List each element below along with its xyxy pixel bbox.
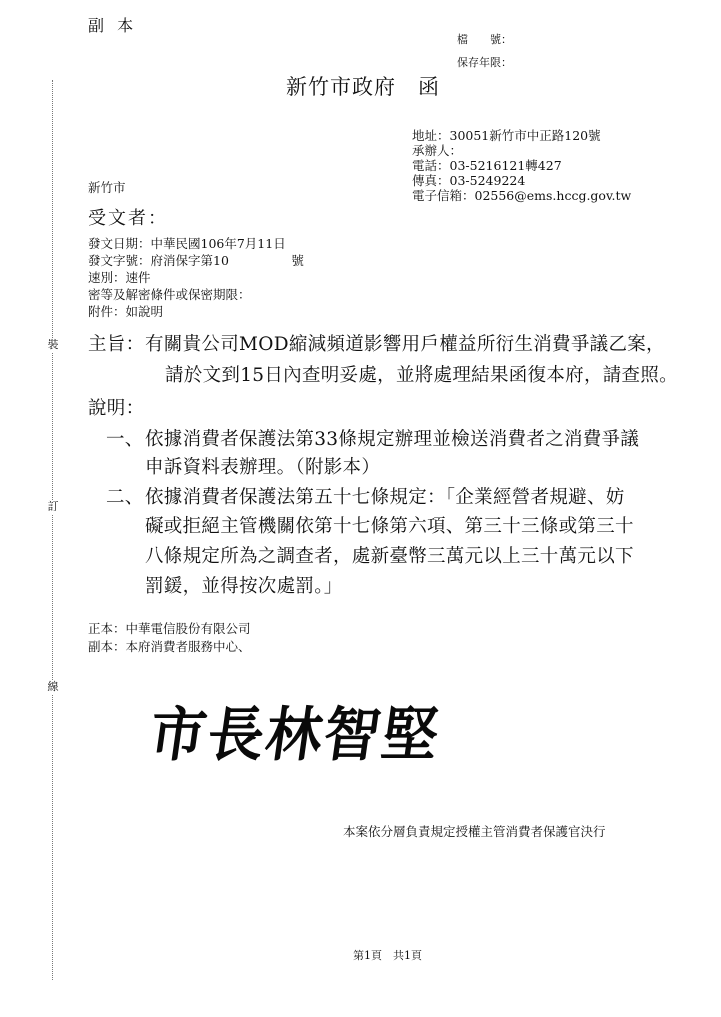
- item-line: 礙或拒絕主管機關依第十七條第六項、第三十三條或第三十: [145, 516, 634, 537]
- binding-char-line: 線: [47, 680, 59, 693]
- sender-address: 地址：30051新竹市中正路120號: [412, 128, 601, 143]
- explanation-label: 說明：: [88, 398, 145, 419]
- subject-label: 主旨：: [88, 334, 145, 355]
- subject-line-2: 請於文到15日內查明妥處，並將處理結果函復本府，請查照。: [165, 365, 678, 386]
- page-title: 新竹市政府 函: [286, 75, 440, 99]
- recipient-city: 新竹市: [88, 180, 126, 195]
- item-number: 二、: [106, 487, 144, 508]
- delegation-note: 本案依分層負責規定授權主管消費者保護官決行: [343, 824, 606, 839]
- retention-period-label: 保存年限：: [457, 56, 512, 69]
- binding-char-staple: 訂: [47, 500, 59, 513]
- page-number: 第1頁 共1頁: [353, 949, 422, 962]
- sender-handler: 承辦人：: [412, 143, 463, 158]
- issue-date: 發文日期：中華民國106年7月11日: [88, 236, 286, 251]
- subject-line-1: 有關貴公司MOD縮減頻道影響用戶權益所衍生消費爭議乙案，: [145, 334, 665, 355]
- sender-fax: 傳真：03-5249224: [412, 173, 526, 188]
- security-level: 密等及解密條件或保密期限：: [88, 287, 251, 302]
- copy-label: 副 本: [88, 16, 138, 35]
- binding-line: [52, 80, 53, 980]
- item-line: 依據消費者保護法第33條規定辦理並檢送消費者之消費爭議: [145, 429, 640, 450]
- original-recipient: 正本：中華電信股份有限公司: [88, 621, 251, 636]
- file-number-label: 檔 號：: [457, 33, 512, 46]
- item-line: 罰鍰，並得按次處罰。」: [145, 576, 343, 597]
- binding-char-bind: 裝: [47, 338, 59, 351]
- delivery-speed: 速別：速件: [88, 270, 151, 285]
- recipient-label: 受文者：: [88, 208, 168, 229]
- mayor-signature: 市長林智堅: [145, 700, 445, 770]
- copy-recipient: 副本：本府消費者服務中心、: [88, 639, 251, 654]
- item-number: 一、: [106, 429, 144, 450]
- sender-email: 電子信箱：02556@ems.hccg.gov.tw: [412, 188, 632, 203]
- document-number: 發文字號：府消保字第10 號: [88, 253, 304, 268]
- sender-phone: 電話：03-5216121轉427: [412, 158, 562, 173]
- item-line: 申訴資料表辦理。（附影本）: [145, 457, 381, 478]
- item-line: 八條規定所為之調查者，處新臺幣三萬元以上三十萬元以下: [145, 546, 634, 567]
- attachment: 附件：如說明: [88, 304, 164, 319]
- item-line: 依據消費者保護法第五十七條規定：「企業經營者規避、妨: [145, 487, 625, 508]
